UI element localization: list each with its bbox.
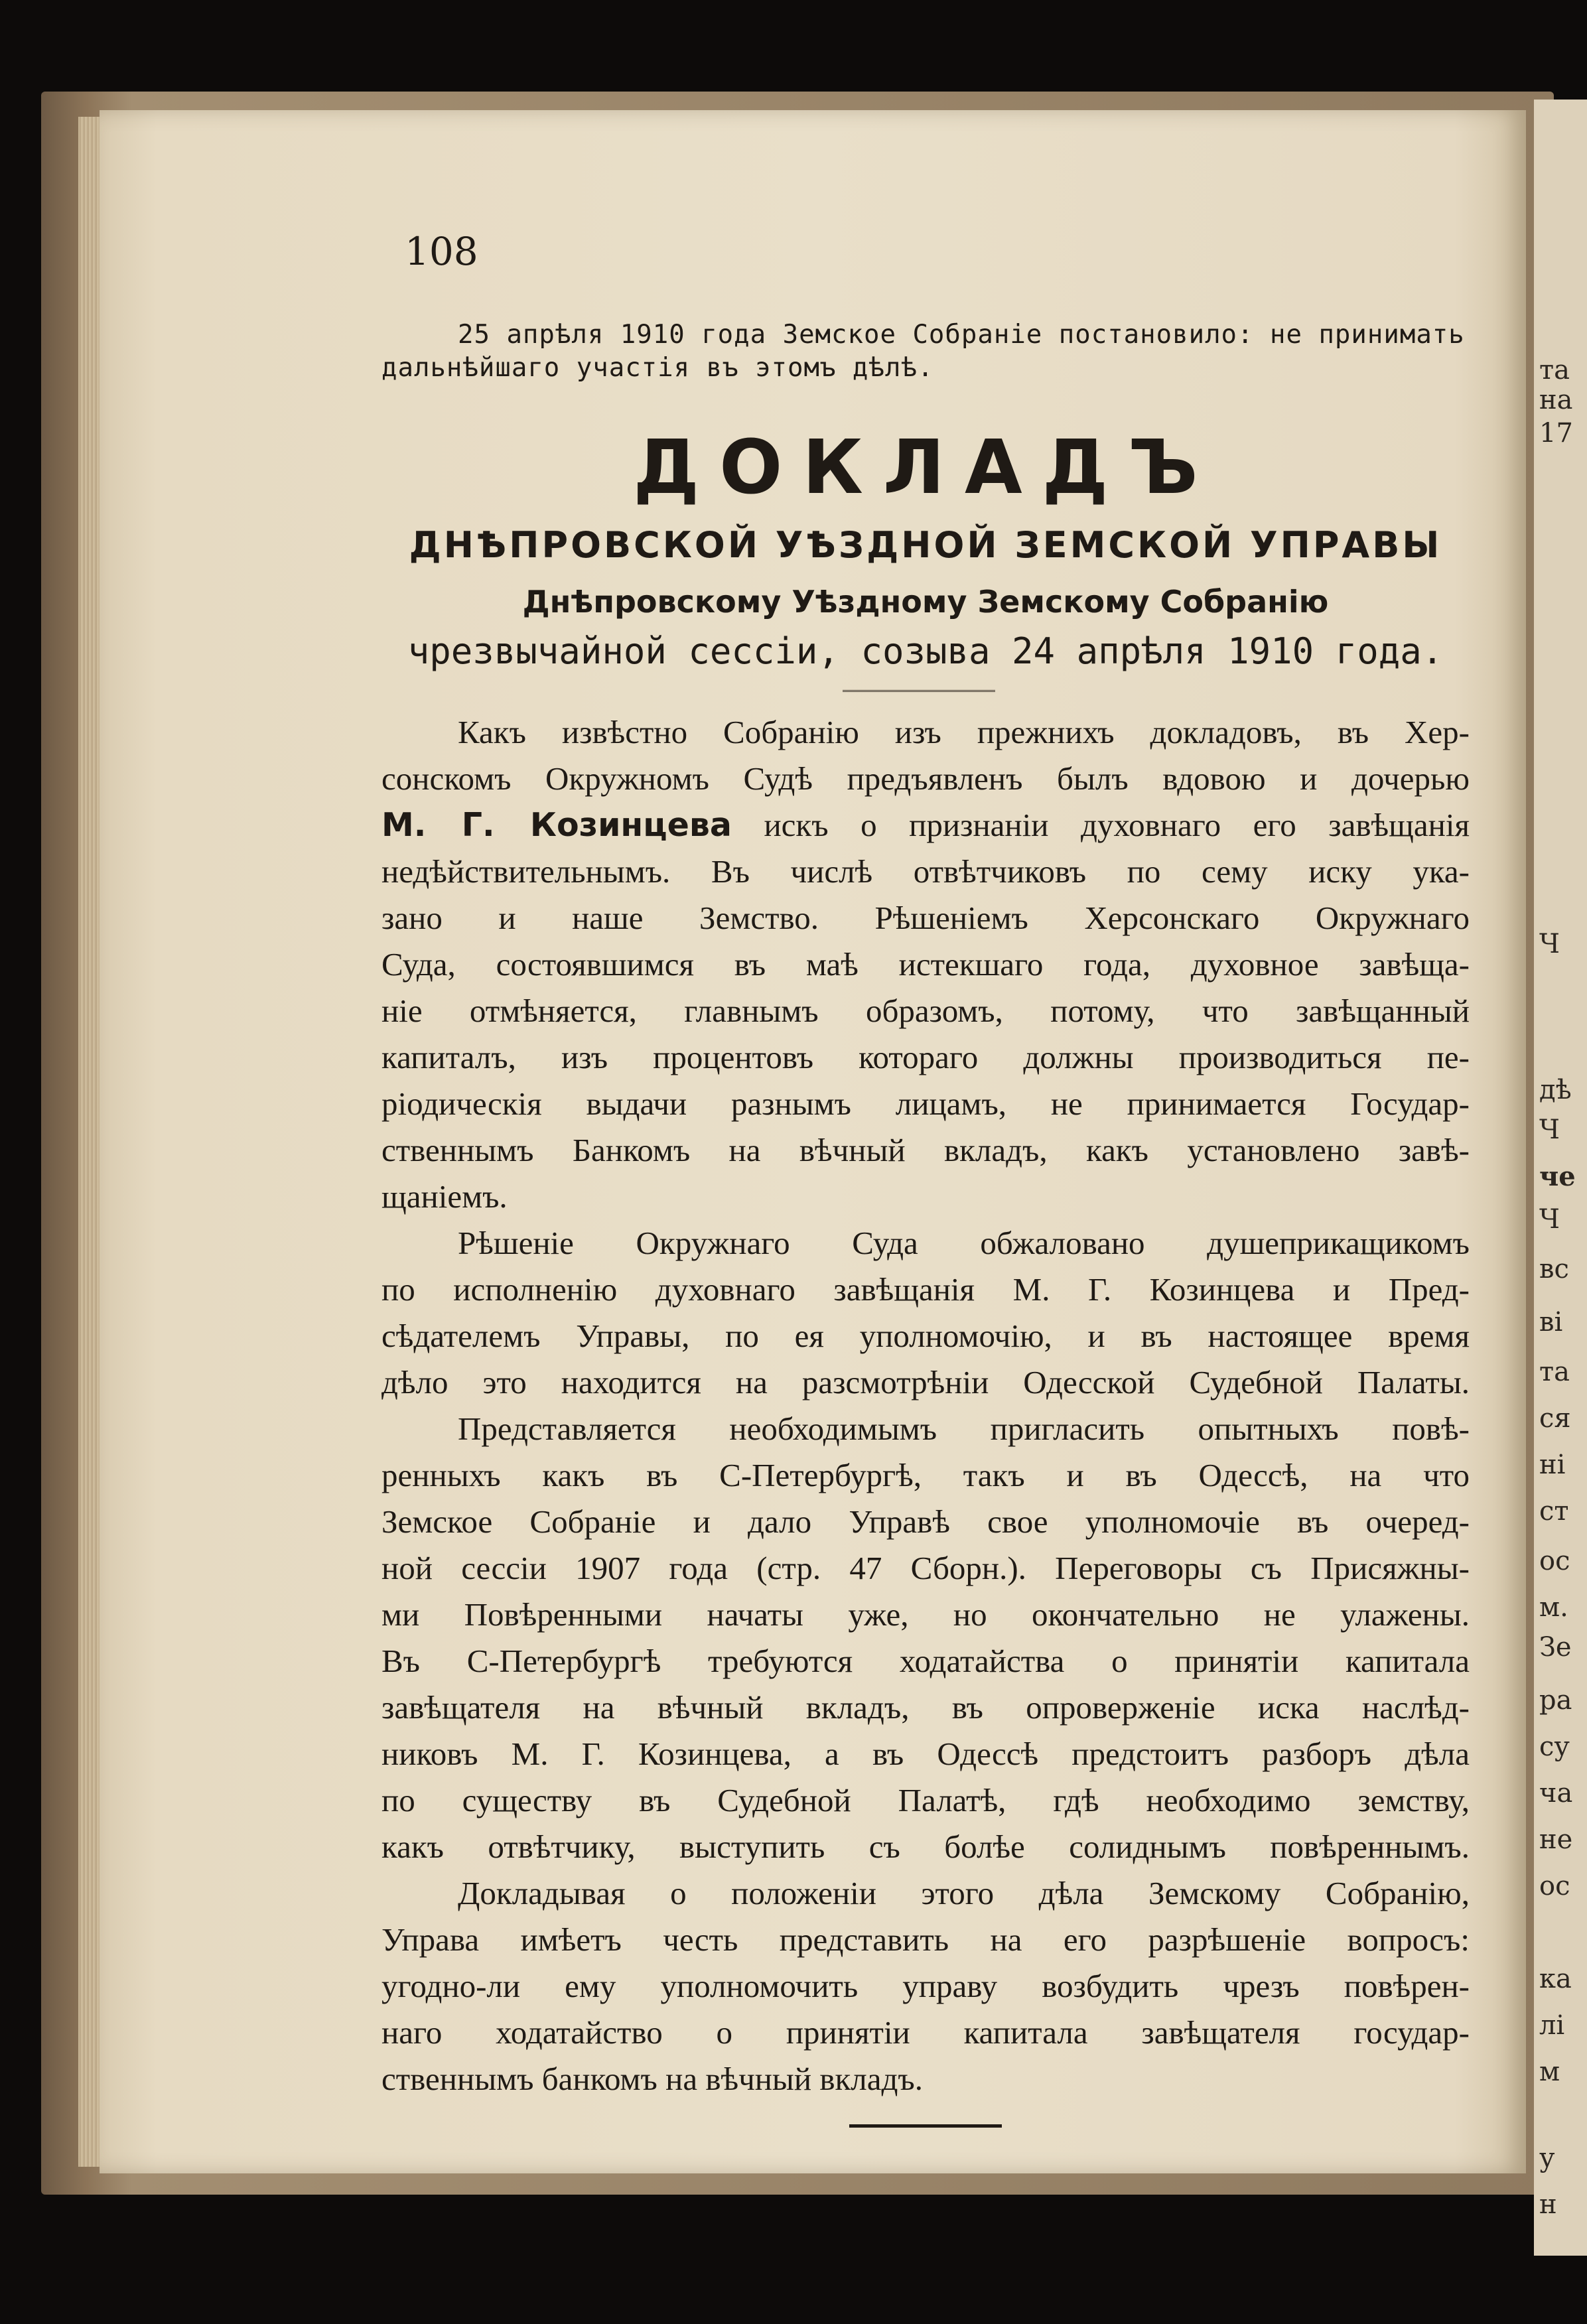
next-page-fragment: 17 [1539, 418, 1573, 448]
body-line: завѣщателя на вѣчный вкладъ, въ опроверженіе иска наслѣд- [381, 1689, 1470, 1726]
next-page-fragment: ві [1539, 1307, 1563, 1337]
next-page-fragment: не [1539, 1824, 1573, 1855]
next-page-fragment: Ч [1539, 1115, 1560, 1145]
body-line: Земское Собраніе и дало Управѣ свое уполномочіе въ очеред- [381, 1503, 1470, 1540]
body-line: никовъ М. Г. Козинцева, а въ Одессѣ предстоитъ разборъ дѣла [381, 1736, 1470, 1772]
next-page-fragment: м [1539, 2057, 1560, 2087]
next-page-fragment: дѣ [1539, 1075, 1572, 1105]
next-page-fragment: ся [1539, 1403, 1571, 1434]
next-page-fragment: Ч [1539, 1204, 1560, 1235]
next-page-fragment: вс [1539, 1254, 1569, 1284]
end-divider [849, 2124, 1002, 2128]
body-line: Представляется необходимымъ пригласить опытныхъ повѣ- [458, 1410, 1470, 1447]
body-line: ственнымъ банкомъ на вѣчный вкладъ. [381, 2061, 923, 2097]
next-page-fragment: Ч [1539, 929, 1560, 959]
body-line: ніе отмѣняется, главнымъ образомъ, потому, что завѣщанный [381, 992, 1470, 1029]
body-line: какъ отвѣтчику, выступить съ болѣе солиднымъ повѣреннымъ. [381, 1828, 1470, 1865]
intro-line: 25 апрѣля 1910 года Земское Собраніе постановило: не принимать [458, 320, 1465, 350]
next-page-fragment: Зе [1539, 1632, 1572, 1663]
body-line: Въ С-Петербургѣ требуются ходатайства о принятіи капитала [381, 1643, 1470, 1679]
next-page-fragment: ча [1539, 1778, 1573, 1809]
next-page-fragment: у [1539, 2143, 1555, 2173]
next-page-fragment: че [1539, 1161, 1576, 1192]
next-page-fragment: ст [1539, 1496, 1569, 1527]
next-page-fragment: су [1539, 1732, 1570, 1762]
body-line: Рѣшеніе Окружнаго Суда обжаловано душеприкащикомъ [458, 1225, 1470, 1261]
body-line: по существу въ Судебной Палатѣ, гдѣ необходимо земству, [381, 1782, 1470, 1818]
body-line: Суда, состоявшимся въ маѣ истекшаго года, духовное завѣща- [381, 946, 1470, 983]
next-page-fragment: ос [1539, 1546, 1570, 1576]
next-page-fragment: ка [1539, 1964, 1572, 1994]
intro-line: дальнѣйшаго участія въ этомъ дѣлѣ. [381, 353, 934, 383]
next-page-fragment: н [1539, 2189, 1557, 2220]
body-line: сѣдателемъ Управы, по ея уполномочію, и въ настоящее время [381, 1318, 1470, 1354]
body-line: сонскомъ Окружномъ Судѣ предъявленъ былъ вдовою и дочерью [381, 760, 1470, 797]
next-page-fragment: та [1539, 355, 1570, 385]
body-line: по исполненію духовнаго завѣщанія М. Г. Козинцева и Пред- [381, 1271, 1470, 1308]
body-line: Управа имѣетъ честь представить на его разрѣшеніе вопросъ: [381, 1921, 1470, 1958]
body-line: ми Повѣренными начаты уже, но окончательно не улажены. [381, 1596, 1470, 1633]
title-addressee: Днѣпровскому Уѣздному Земскому Собранію [522, 584, 1329, 620]
body-line: Докладывая о положеніи этого дѣла Земскому Собранію, [458, 1875, 1470, 1911]
body-line: угодно-ли ему уполномочить управу возбудить чрезъ повѣрен- [381, 1968, 1470, 2004]
body-line: ренныхъ какъ въ С-Петербургѣ, такъ и въ Одессѣ, на что [381, 1457, 1470, 1493]
next-page-fragment: ос [1539, 1871, 1570, 1901]
document-title: ДОКЛАДЪ [633, 425, 1218, 511]
next-page-fragment: м. [1539, 1592, 1568, 1623]
body-line: дѣло это находится на разсмотрѣніи Одесской Судебной Палаты. [381, 1364, 1470, 1401]
next-page-fragment: ра [1539, 1685, 1572, 1716]
body-line: капиталъ, изъ процентовъ котораго должны производиться пе- [381, 1039, 1470, 1075]
body-line: наго ходатайство о принятіи капитала завѣщателя государ- [381, 2014, 1470, 2051]
title-session-line: чрезвычайной сессіи, созыва 24 апрѣля 1910 года. [407, 630, 1444, 672]
body-line: зано и наше Земство. Рѣшеніемъ Херсонскаго Окружнаго [381, 900, 1470, 936]
body-line: ной сессіи 1907 года (стр. 47 Сборн.). Переговоры съ Присяжны- [381, 1550, 1470, 1586]
body-line: Какъ извѣстно Собранію изъ прежнихъ докладовъ, въ Хер- [458, 714, 1470, 750]
next-page-fragment: ні [1539, 1450, 1566, 1480]
title-divider [843, 690, 995, 692]
next-page-fragment: на [1539, 385, 1573, 415]
body-line-with-name [381, 806, 1470, 844]
body-line: недѣйствительнымъ. Въ числѣ отвѣтчиковъ по сему иску ука- [381, 853, 1470, 890]
body-line: щаніемъ. [381, 1178, 508, 1215]
body-line: ріодическія выдачи разнымъ лицамъ, не принимается Государ- [381, 1085, 1470, 1122]
page-number: 108 [405, 229, 478, 274]
title-subheading: ДНѢПРОВСКОЙ УѢЗДНОЙ ЗЕМСКОЙ УПРАВЫ [409, 524, 1442, 566]
body-line: ственнымъ Банкомъ на вѣчный вкладъ, какъ установлено завѣ- [381, 1132, 1470, 1168]
next-page-fragment: та [1539, 1357, 1570, 1387]
next-page-strip [1534, 100, 1587, 2256]
person-name: М. Г. Козинцева [381, 806, 732, 844]
next-page-fragment: лі [1539, 2010, 1565, 2041]
body-text: искъ о признаніи духовнаго его завѣщанія [731, 807, 1470, 843]
